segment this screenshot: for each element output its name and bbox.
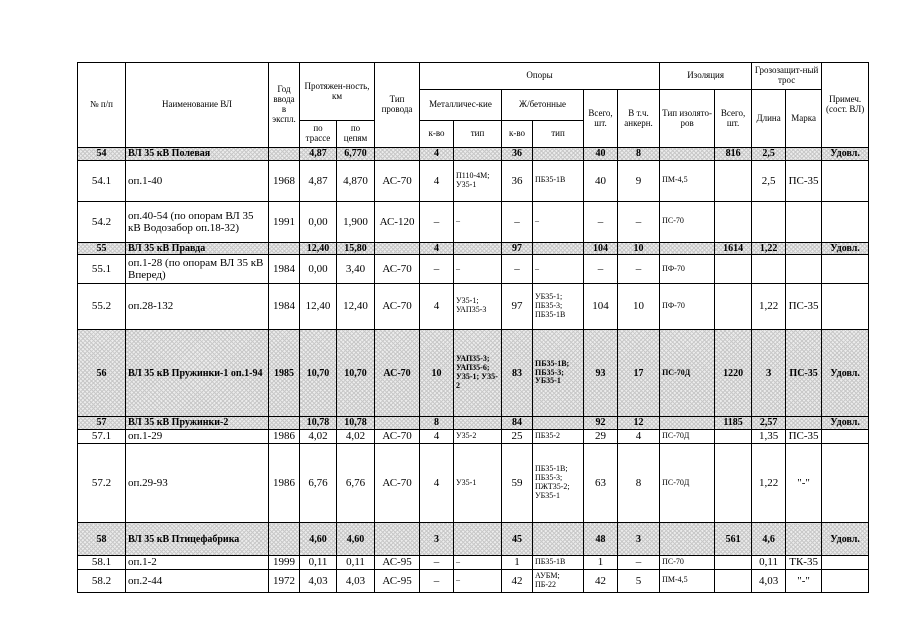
ground-brand: ПС-35: [786, 160, 822, 201]
insulator-type: [660, 523, 715, 556]
ground-length: 1,22: [752, 242, 786, 255]
year-cell: [269, 417, 300, 430]
length-route: 12,40: [300, 283, 337, 329]
supports-total: 93: [584, 329, 618, 416]
header-metal-qty: к-во: [420, 121, 454, 148]
insulator-type: ПС-70Д: [660, 329, 715, 416]
header-supports: Опоры: [420, 63, 660, 90]
length-chain: 4,60: [337, 523, 375, 556]
metal-type: [454, 148, 502, 161]
row-number: 58.2: [78, 569, 126, 592]
ground-length: [752, 201, 786, 242]
supports-total: 40: [584, 148, 618, 161]
wire-type: [375, 148, 420, 161]
supports-total: 104: [584, 242, 618, 255]
insulator-total: [715, 201, 752, 242]
header-name: Наименование ВЛ: [126, 63, 269, 148]
anchor-count: 8: [618, 443, 660, 523]
concrete-qty: –: [502, 201, 533, 242]
wire-type: АС-70: [375, 443, 420, 523]
concrete-type: [533, 148, 584, 161]
metal-qty: 8: [420, 417, 454, 430]
line-name: оп.1-2: [126, 556, 269, 570]
header-insulation: Изоляция: [660, 63, 752, 90]
metal-type: [454, 523, 502, 556]
note-cell: [822, 283, 869, 329]
concrete-qty: 59: [502, 443, 533, 523]
table-row: [78, 283, 869, 329]
wire-type: [375, 242, 420, 255]
note-cell: Удовл.: [822, 523, 869, 556]
length-route: 4,02: [300, 429, 337, 443]
header-wire: Тип провода: [375, 63, 420, 148]
concrete-qty: 45: [502, 523, 533, 556]
header-ins-type: Тип изолято-ров: [660, 90, 715, 148]
note-cell: [822, 201, 869, 242]
ground-length: 2,5: [752, 148, 786, 161]
table-row: [78, 429, 869, 443]
wire-type: [375, 523, 420, 556]
insulator-total: [715, 569, 752, 592]
ground-length: 1,35: [752, 429, 786, 443]
concrete-type: ПБ35-1В; ПБ35-3; УБ35-1: [533, 329, 584, 416]
anchor-count: 10: [618, 283, 660, 329]
row-number: 54.1: [78, 160, 126, 201]
anchor-count: –: [618, 556, 660, 570]
supports-total: –: [584, 201, 618, 242]
ground-brand: [786, 148, 822, 161]
wire-type: [375, 417, 420, 430]
concrete-type: ПБ35-2: [533, 429, 584, 443]
line-name: оп.28-132: [126, 283, 269, 329]
concrete-type: ПБ35-1В: [533, 160, 584, 201]
wire-type: АС-70: [375, 255, 420, 283]
length-chain: 4,03: [337, 569, 375, 592]
ground-brand: [786, 242, 822, 255]
wire-type: АС-70: [375, 329, 420, 416]
ground-length: 1,22: [752, 283, 786, 329]
metal-type: П110-4М; У35-1: [454, 160, 502, 201]
length-chain: 12,40: [337, 283, 375, 329]
supports-total: –: [584, 255, 618, 283]
table-row: [78, 556, 869, 570]
row-number: 58: [78, 523, 126, 556]
line-name: оп.1-40: [126, 160, 269, 201]
length-route: 0,00: [300, 255, 337, 283]
supports-total: 63: [584, 443, 618, 523]
row-number: 55.2: [78, 283, 126, 329]
length-route: 4,87: [300, 148, 337, 161]
metal-type: [454, 242, 502, 255]
ground-brand: "-": [786, 569, 822, 592]
length-route: 10,70: [300, 329, 337, 416]
metal-qty: 4: [420, 148, 454, 161]
row-number: 55.1: [78, 255, 126, 283]
insulator-total: [715, 556, 752, 570]
metal-type: У35-1: [454, 443, 502, 523]
metal-type: –: [454, 569, 502, 592]
insulator-total: 1220: [715, 329, 752, 416]
table-row: [78, 160, 869, 201]
note-cell: [822, 255, 869, 283]
length-chain: 10,78: [337, 417, 375, 430]
length-route: 4,87: [300, 160, 337, 201]
concrete-type: [533, 242, 584, 255]
concrete-qty: –: [502, 255, 533, 283]
row-number: 56: [78, 329, 126, 416]
concrete-qty: 25: [502, 429, 533, 443]
ground-brand: ПС-35: [786, 283, 822, 329]
length-route: 12,40: [300, 242, 337, 255]
insulator-total: [715, 429, 752, 443]
wire-type: АС-95: [375, 556, 420, 570]
ground-length: 2,57: [752, 417, 786, 430]
length-chain: 1,900: [337, 201, 375, 242]
metal-qty: 10: [420, 329, 454, 416]
year-cell: 1986: [269, 429, 300, 443]
length-chain: 6,770: [337, 148, 375, 161]
insulator-type: ПФ-70: [660, 255, 715, 283]
concrete-qty: 83: [502, 329, 533, 416]
ground-length: 4,03: [752, 569, 786, 592]
length-chain: 3,40: [337, 255, 375, 283]
table-row-line: [78, 242, 869, 255]
insulator-total: [715, 443, 752, 523]
length-route: 4,60: [300, 523, 337, 556]
length-route: 4,03: [300, 569, 337, 592]
insulator-type: ПС-70: [660, 201, 715, 242]
metal-qty: 3: [420, 523, 454, 556]
ground-brand: [786, 417, 822, 430]
anchor-count: 3: [618, 523, 660, 556]
ground-brand: "-": [786, 443, 822, 523]
year-cell: 1984: [269, 255, 300, 283]
length-chain: 4,02: [337, 429, 375, 443]
year-cell: 1991: [269, 201, 300, 242]
ground-brand: [786, 201, 822, 242]
row-number: 57: [78, 417, 126, 430]
power-lines-table: [77, 62, 869, 593]
anchor-count: –: [618, 201, 660, 242]
note-cell: Удовл.: [822, 148, 869, 161]
ground-length: 3: [752, 329, 786, 416]
ground-brand: ПС-35: [786, 329, 822, 416]
anchor-count: 9: [618, 160, 660, 201]
concrete-type: УБ35-1; ПБ35-3; ПБ35-1В: [533, 283, 584, 329]
metal-type: [454, 417, 502, 430]
insulator-total: 561: [715, 523, 752, 556]
length-route: 0,00: [300, 201, 337, 242]
table-row: [78, 569, 869, 592]
insulator-type: ПС-70Д: [660, 443, 715, 523]
note-cell: [822, 429, 869, 443]
concrete-type: –: [533, 201, 584, 242]
insulator-total: 1614: [715, 242, 752, 255]
length-route: 6,76: [300, 443, 337, 523]
ground-length: [752, 255, 786, 283]
concrete-type: [533, 417, 584, 430]
anchor-count: 4: [618, 429, 660, 443]
wire-type: АС-70: [375, 160, 420, 201]
concrete-qty: 97: [502, 242, 533, 255]
note-cell: [822, 443, 869, 523]
line-name: оп.1-29: [126, 429, 269, 443]
ground-brand: ТК-35: [786, 556, 822, 570]
header-len-route: по трассе: [300, 121, 337, 148]
supports-total: 104: [584, 283, 618, 329]
concrete-qty: 97: [502, 283, 533, 329]
row-number: 54: [78, 148, 126, 161]
insulator-total: 1185: [715, 417, 752, 430]
year-cell: 1972: [269, 569, 300, 592]
insulator-type: ПС-70Д: [660, 429, 715, 443]
header-year: Год ввода в экспл.: [269, 63, 300, 148]
row-number: 55: [78, 242, 126, 255]
length-route: 10,78: [300, 417, 337, 430]
header-ground-brand: Марка: [786, 90, 822, 148]
table-row-line: [78, 523, 869, 556]
ground-brand: ПС-35: [786, 429, 822, 443]
year-cell: [269, 148, 300, 161]
wire-type: АС-70: [375, 429, 420, 443]
note-cell: Удовл.: [822, 242, 869, 255]
metal-qty: 4: [420, 283, 454, 329]
metal-type: –: [454, 201, 502, 242]
note-cell: Удовл.: [822, 417, 869, 430]
wire-type: АС-120: [375, 201, 420, 242]
supports-total: 1: [584, 556, 618, 570]
table-row-line: [78, 148, 869, 161]
metal-qty: 4: [420, 443, 454, 523]
insulator-type: [660, 417, 715, 430]
insulator-type: ПМ-4,5: [660, 569, 715, 592]
row-number: 58.1: [78, 556, 126, 570]
insulator-type: [660, 242, 715, 255]
header-note: Примеч. (сост. ВЛ): [822, 63, 869, 148]
length-chain: 0,11: [337, 556, 375, 570]
insulator-type: [660, 148, 715, 161]
concrete-qty: 84: [502, 417, 533, 430]
note-cell: [822, 569, 869, 592]
row-number: 57.1: [78, 429, 126, 443]
note-cell: Удовл.: [822, 329, 869, 416]
metal-type: –: [454, 556, 502, 570]
insulator-total: [715, 283, 752, 329]
metal-qty: 4: [420, 160, 454, 201]
length-route: 0,11: [300, 556, 337, 570]
year-cell: 1984: [269, 283, 300, 329]
concrete-type: ПБ35-1В: [533, 556, 584, 570]
wire-type: АС-70: [375, 283, 420, 329]
anchor-count: 17: [618, 329, 660, 416]
concrete-qty: 42: [502, 569, 533, 592]
line-name: ВЛ 35 кВ Пружинки-2: [126, 417, 269, 430]
metal-qty: –: [420, 569, 454, 592]
ground-brand: [786, 255, 822, 283]
wire-type: АС-95: [375, 569, 420, 592]
length-chain: 6,76: [337, 443, 375, 523]
header-concrete-qty: к-во: [502, 121, 533, 148]
header-concrete-type: тип: [533, 121, 584, 148]
concrete-qty: 36: [502, 160, 533, 201]
year-cell: [269, 242, 300, 255]
header-len-chain: по цепям: [337, 121, 375, 148]
line-name: оп.40-54 (по опорам ВЛ 35 кВ Водозабор оп.18-32): [126, 201, 269, 242]
metal-qty: 4: [420, 429, 454, 443]
year-cell: 1999: [269, 556, 300, 570]
line-name: ВЛ 35 кВ Полевая: [126, 148, 269, 161]
note-cell: [822, 160, 869, 201]
supports-total: 92: [584, 417, 618, 430]
line-name: ВЛ 35 кВ Птицефабрика: [126, 523, 269, 556]
header-ins-total: Всего, шт.: [715, 90, 752, 148]
line-name: оп.29-93: [126, 443, 269, 523]
concrete-type: –: [533, 255, 584, 283]
concrete-type: [533, 523, 584, 556]
insulator-type: ПФ-70: [660, 283, 715, 329]
ground-length: 4,6: [752, 523, 786, 556]
row-number: 57.2: [78, 443, 126, 523]
header-total: Всего, шт.: [584, 90, 618, 148]
metal-qty: 4: [420, 242, 454, 255]
insulator-total: [715, 160, 752, 201]
line-name: ВЛ 35 кВ Правда: [126, 242, 269, 255]
line-name: ВЛ 35 кВ Пружинки-1 оп.1-94: [126, 329, 269, 416]
year-cell: [269, 523, 300, 556]
length-chain: 15,80: [337, 242, 375, 255]
header-ground-wire: Грозозащит-ный трос: [752, 63, 822, 90]
header-metal-type: тип: [454, 121, 502, 148]
concrete-type: ПБ35-1В; ПБ35-3; ПЖТ35-2; УБ35-1: [533, 443, 584, 523]
table-row: [78, 255, 869, 283]
note-cell: [822, 556, 869, 570]
anchor-count: 5: [618, 569, 660, 592]
table-row: [78, 201, 869, 242]
table-row-line: [78, 329, 869, 416]
table-row: [78, 443, 869, 523]
anchor-count: –: [618, 255, 660, 283]
insulator-total: 816: [715, 148, 752, 161]
table-row-line: [78, 417, 869, 430]
supports-total: 42: [584, 569, 618, 592]
anchor-count: 12: [618, 417, 660, 430]
length-chain: 4,870: [337, 160, 375, 201]
line-name: оп.1-28 (по опорам ВЛ 35 кВ Вперед): [126, 255, 269, 283]
year-cell: 1986: [269, 443, 300, 523]
ground-length: 1,22: [752, 443, 786, 523]
year-cell: 1968: [269, 160, 300, 201]
ground-length: 0,11: [752, 556, 786, 570]
metal-type: У35-1; УАП35-3: [454, 283, 502, 329]
header-concrete: Ж/бетонные: [502, 90, 584, 121]
header-length: Протяжен-ность, км: [300, 63, 375, 121]
year-cell: 1985: [269, 329, 300, 416]
row-number: 54.2: [78, 201, 126, 242]
header-anchor: В т.ч. анкерн.: [618, 90, 660, 148]
supports-total: 40: [584, 160, 618, 201]
metal-type: –: [454, 255, 502, 283]
metal-qty: –: [420, 255, 454, 283]
concrete-qty: 36: [502, 148, 533, 161]
anchor-count: 8: [618, 148, 660, 161]
insulator-type: ПМ-4,5: [660, 160, 715, 201]
ground-length: 2,5: [752, 160, 786, 201]
header-metal: Металличес-кие: [420, 90, 502, 121]
metal-type: У35-2: [454, 429, 502, 443]
metal-type: УАП35-3; УАП35-6; У35-1; У35-2: [454, 329, 502, 416]
header-ground-length: Длина: [752, 90, 786, 148]
insulator-type: ПС-70: [660, 556, 715, 570]
header-num: № п/п: [78, 63, 126, 148]
concrete-qty: 1: [502, 556, 533, 570]
anchor-count: 10: [618, 242, 660, 255]
supports-total: 48: [584, 523, 618, 556]
length-chain: 10,70: [337, 329, 375, 416]
metal-qty: –: [420, 201, 454, 242]
metal-qty: –: [420, 556, 454, 570]
insulator-total: [715, 255, 752, 283]
line-name: оп.2-44: [126, 569, 269, 592]
supports-total: 29: [584, 429, 618, 443]
ground-brand: [786, 523, 822, 556]
concrete-type: АУБМ; ПБ-22: [533, 569, 584, 592]
